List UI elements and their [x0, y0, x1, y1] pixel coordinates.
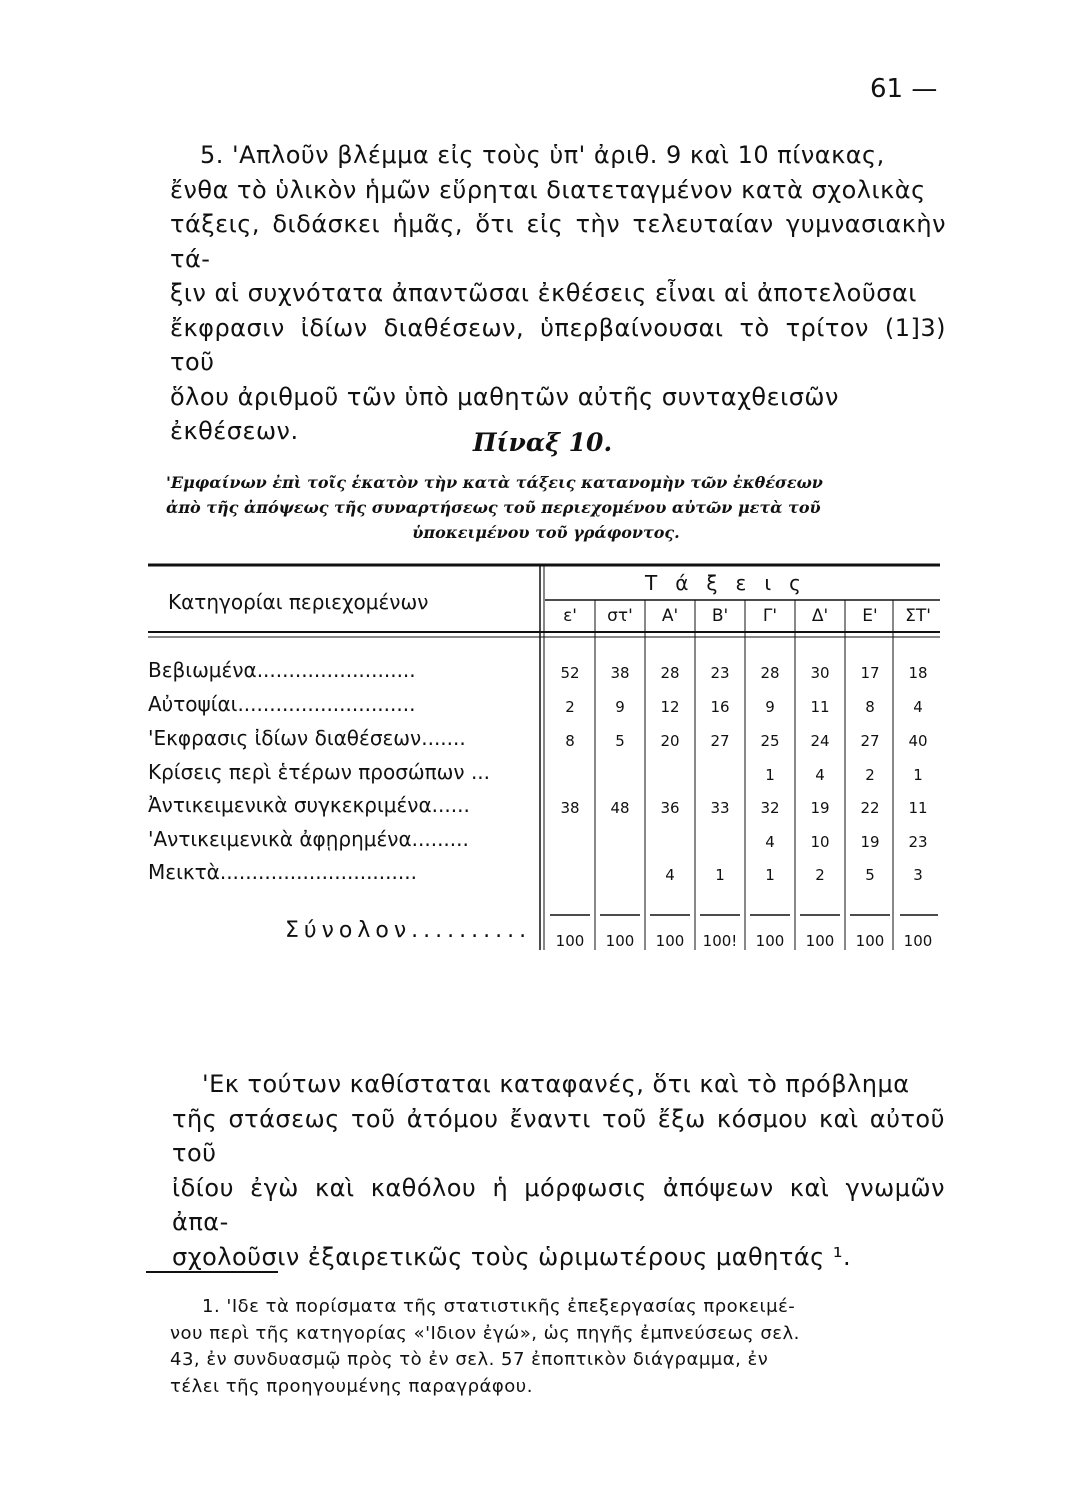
table-cell: 2 [565, 698, 575, 716]
table-cell: 2 [815, 866, 825, 884]
table-cell: 8 [565, 732, 575, 750]
table-cell: 11 [908, 799, 928, 817]
row-label: Μεικτὰ............................... [148, 860, 417, 884]
total-cell: 100 [605, 932, 635, 950]
table-cell: 36 [660, 799, 680, 817]
table-cell: 25 [760, 732, 780, 750]
table-cell: 23 [908, 833, 928, 851]
table-cell: 1 [765, 766, 775, 784]
group-column-header: Τάξεις [645, 571, 819, 595]
paragraph-line: ἔνθα τὸ ὑλικὸν ἡμῶν εὕρηται διατεταγμένον κατὰ σχολικὰς [170, 175, 926, 204]
paragraph-line: ἰδίου ἐγὼ καὶ καθόλου ἡ μόρφωσις ἀπόψεων καὶ γνωμῶν ἀπα- [172, 1173, 945, 1236]
table-cell: 1 [765, 866, 775, 884]
table-cell: 17 [860, 664, 880, 682]
table-cell: 28 [660, 664, 680, 682]
total-cell: 100 [555, 932, 585, 950]
class-header: Γ' [762, 606, 778, 626]
paragraph-line: 5. 'Απλοῦν βλέμμα εἰς τοὺς ὑπ' ἀριθ. 9 καὶ 10 πίνακας, [200, 141, 885, 169]
table-cell: 3 [913, 866, 923, 884]
table-cell: 4 [815, 766, 825, 784]
table-cell: 22 [860, 799, 880, 817]
paragraph-line: ὅλου ἀριθμοῦ τῶν ὑπὸ μαθητῶν αὐτῆς συνταχθεισῶν ἐκθέσεων. [170, 382, 839, 445]
table-cell: 16 [710, 698, 730, 716]
paragraph-line: ἔκφρασιν ἰδίων διαθέσεων, ὑπερβαίνουσαι τὸ τρίτον (1]3) τοῦ [170, 313, 946, 376]
table-cell: 18 [908, 664, 928, 682]
table-cell: 30 [810, 664, 830, 682]
table-cell: 33 [710, 799, 730, 817]
paragraph-line: ξιν αἱ συχνότατα ἀπαντῶσαι ἐκθέσεις εἶναι αἱ ἀποτελοῦσαι [170, 279, 917, 307]
category-column-header: Κατηγορίαι περιεχομένων [168, 590, 429, 614]
total-cell: 100 [755, 932, 785, 950]
row-label: Βεβιωμένα......................... [148, 658, 416, 682]
paragraph-line: τάξεις, διδάσκει ἡμᾶς, ὅτι εἰς τὴν τελευταίαν γυμνασιακὴν τά- [170, 210, 946, 273]
table-cell: 40 [908, 732, 928, 750]
class-header: ΣΤ' [905, 606, 931, 626]
total-cell: 100 [805, 932, 835, 950]
total-cell: 100! [702, 932, 738, 950]
footnote-separator [146, 1271, 278, 1273]
total-cell: 100 [855, 932, 885, 950]
total-cell: 100 [655, 932, 685, 950]
row-label: 'Εκφρασις ἰδίων διαθέσεων....... [148, 726, 466, 750]
table-cell: 48 [610, 799, 630, 817]
class-header: ε' [563, 606, 577, 626]
table-cell: 1 [913, 766, 923, 784]
footnote-line: 1. 'Ιδε τὰ πορίσματα τῆς στατιστικῆς ἐπεξεργασίας προκειμέ- [202, 1296, 796, 1317]
table-cell: 38 [560, 799, 580, 817]
footnote-line: τέλει τῆς προηγουμένης παραγράφου. [170, 1375, 533, 1397]
total-label: Σύνολον.......... [285, 918, 532, 943]
paragraph-line: τῆς στάσεως τοῦ ἀτόμου ἔναντι τοῦ ἔξω κόσμου καὶ αὐτοῦ τοῦ [172, 1104, 945, 1167]
caption-line: ὑποκειμένου τοῦ γράφοντος. [412, 523, 680, 542]
table-cell: 27 [860, 732, 880, 750]
table-cell: 38 [610, 664, 630, 682]
paragraph-line: σχολοῦσιν ἐξαιρετικῶς τοὺς ὡριμωτέρους μαθητάς ¹. [172, 1242, 852, 1271]
class-header: Ε' [862, 606, 878, 626]
table-cell: 4 [913, 698, 923, 716]
table-cell: 4 [665, 866, 675, 884]
footnote [170, 1294, 940, 1400]
table-cell: 11 [810, 698, 830, 716]
row-label: Κρίσεις περὶ ἑτέρων προσώπων ... [148, 760, 491, 784]
table-cell: 8 [865, 698, 875, 716]
table-cell: 28 [760, 664, 780, 682]
table-cell: 1 [715, 866, 725, 884]
table-cell: 9 [615, 698, 625, 716]
footnote-line: νου περὶ τῆς κατηγορίας «'Ιδιον ἐγώ», ὡς πηγῆς ἐμπνεύσεως σελ. [170, 1322, 800, 1344]
table-cell: 9 [765, 698, 775, 716]
row-label: Ἀντικειμενικὰ συγκεκριμένα...... [148, 793, 470, 817]
class-header: Α' [661, 606, 679, 626]
row-label: 'Αντικειμενικὰ ἀφῃρημένα......... [148, 827, 469, 851]
paragraph-2 [172, 1067, 945, 1274]
table-cell: 5 [865, 866, 875, 884]
table-cell: 10 [810, 833, 830, 851]
table-title: Πίναξ 10. [472, 428, 613, 457]
table-cell: 2 [865, 766, 875, 784]
caption-line: 'Εμφαίνων ἐπὶ τοῖς ἑκατὸν τὴν κατὰ τάξεις κατανομὴν τῶν ἐκθέσεων [166, 473, 823, 492]
table-cell: 5 [615, 732, 625, 750]
table-cell: 23 [710, 664, 730, 682]
row-label: Αὐτοψίαι............................ [148, 692, 416, 716]
caption-line: ἀπὸ τῆς ἀπόψεως τῆς συναρτήσεως τοῦ περιεχομένου αὐτῶν μετὰ τοῦ [166, 498, 821, 517]
table-cell: 24 [810, 732, 830, 750]
table-cell: 12 [660, 698, 680, 716]
table-cell: 27 [710, 732, 730, 750]
class-header: στ' [607, 606, 633, 626]
table-cell: 52 [560, 664, 580, 682]
footnote-line: 43, ἐν συνδυασμῷ πρὸς τὸ ἐν σελ. 57 ἐποπτικὸν διάγραμμα, ἐν [170, 1349, 769, 1370]
paragraph-line: 'Εκ τούτων καθίσταται καταφανές, ὅτι καὶ τὸ πρόβλημα [202, 1070, 910, 1098]
table-cell: 4 [765, 833, 775, 851]
class-header: Β' [711, 606, 729, 626]
table-cell: 32 [760, 799, 780, 817]
table-cell: 20 [660, 732, 680, 750]
table-cell: 19 [860, 833, 880, 851]
total-cell: 100 [903, 932, 933, 950]
page-number: 61 — [870, 74, 938, 104]
class-header: Δ' [811, 606, 829, 626]
table-cell: 19 [810, 799, 830, 817]
